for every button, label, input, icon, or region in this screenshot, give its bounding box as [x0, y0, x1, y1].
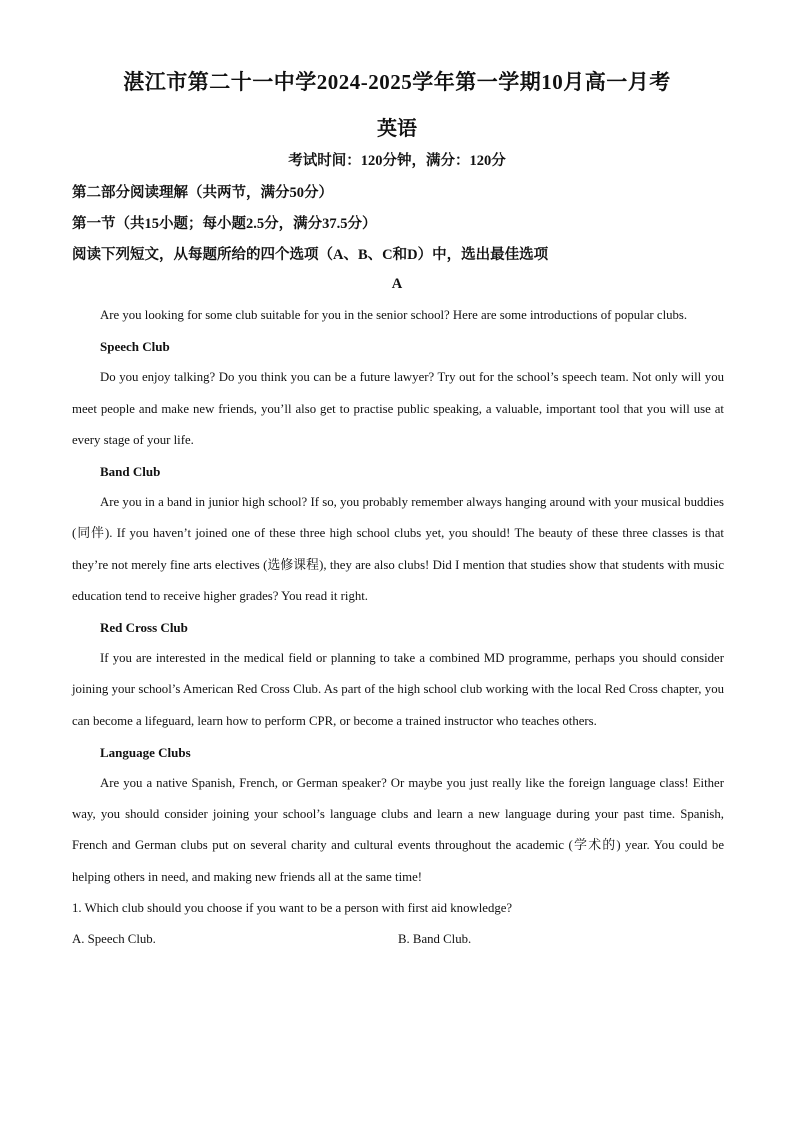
club-heading-red-cross: Red Cross Club: [100, 620, 188, 636]
exam-info: 考试时间：120分钟，满分：120分: [288, 153, 506, 169]
question-stem: 1. Which club should you choose if you want to be a person with first aid knowledge?: [72, 900, 513, 915]
club-heading-band: Band Club: [100, 464, 161, 480]
option-b[interactable]: B. Band Club.: [398, 932, 472, 947]
club-text-speech: Do you enjoy talking? Do you think you can be a future lawyer? Try out for the school’s speech team. Not only will you meet people and make new friends, you’ll also get to practise public speaking, a valuable, important tool that you will use at every stage of your life.: [72, 370, 724, 447]
question-options: [72, 924, 724, 955]
instruction-text: 阅读下列短文，从每题所给的四个选项（A、B、C和D）中，选出最佳选项: [72, 247, 549, 263]
part-heading: 第二部分阅读理解（共两节，满分50分）: [72, 185, 333, 201]
passage-body: [72, 300, 724, 955]
section-heading: 第一节（共15小题；每小题2.5分，满分37.5分）: [72, 216, 377, 232]
option-a[interactable]: A. Speech Club.: [72, 932, 156, 947]
club-text-red-cross: If you are interested in the medical field or planning to take a combined MD programme, perhaps you should consider joining your school’s American Red Cross Club. As part of the high school club working with the local Red Cross chapter, you can become a lifeguard, learn how to perform CPR, or become a trained instructor who teaches others.: [72, 651, 724, 728]
passage-label: A: [391, 276, 403, 292]
club-text-band: Are you in a band in junior high school? If so, you probably remember always hanging around with your musical buddies (同伴). If you haven’t joined one of these three high school clubs yet, you should! The beauty of these three classes is that they’re not merely fine arts electives (选修课程), they are also clubs! Did I mention that studies show that students with music education tend to receive higher grades? You read it right.: [72, 495, 724, 603]
exam-title: 湛江市第二十一中学2024-2025学年第一学期10月高一月考: [123, 70, 671, 94]
club-heading-language: Language Clubs: [100, 744, 191, 760]
club-heading-speech: Speech Club: [100, 339, 170, 355]
subject-title: 英语: [377, 118, 417, 140]
club-text-language: Are you a native Spanish, French, or German speaker? Or maybe you just really like the foreign language class! Either way, you should consider joining your school’s language clubs and learn a new language during your past time. Spanish, French and German clubs put on several charity and cultural events throughout the academic (学术的) year. You could be helping others in need, and making new friends all at the same time!: [72, 776, 724, 884]
passage-intro: Are you looking for some club suitable for you in the senior school? Here are some introductions of popular clubs.: [100, 308, 688, 322]
